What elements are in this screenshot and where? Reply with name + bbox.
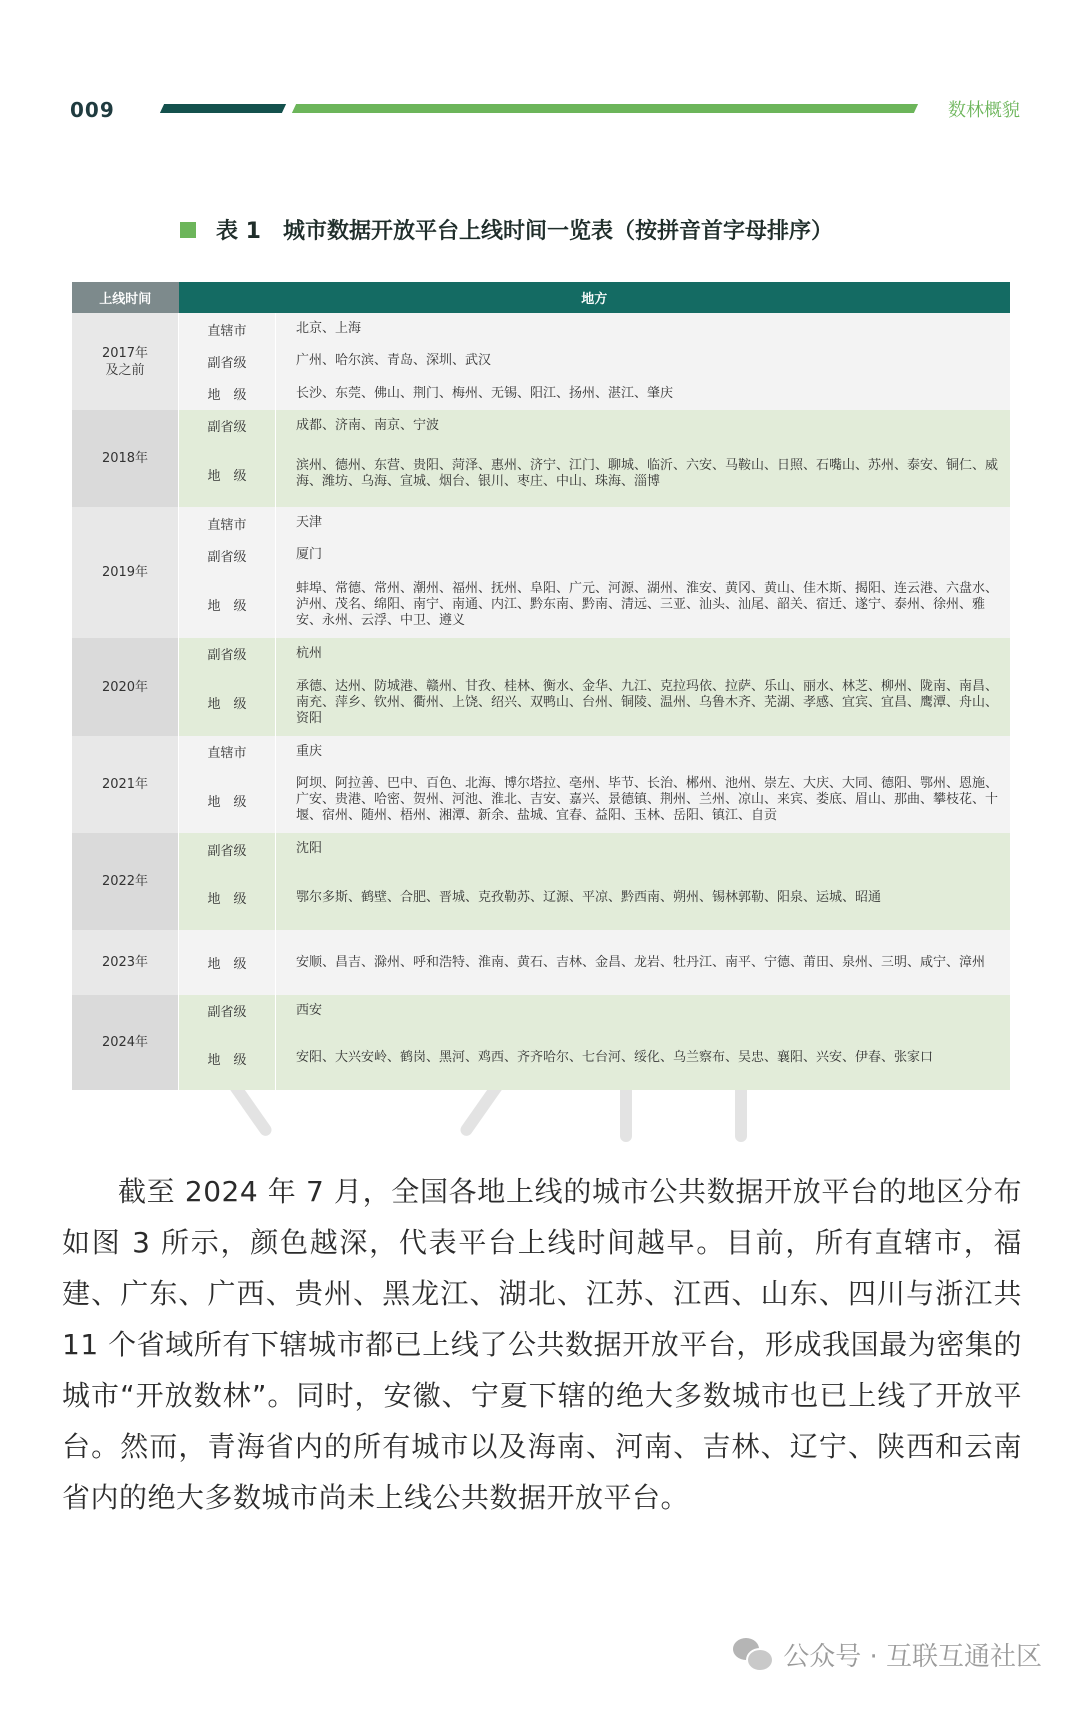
cities-cell: 杭州: [276, 638, 1011, 669]
level-cell: 副省级: [179, 345, 276, 377]
level-cell: 地 级: [179, 669, 276, 736]
level-cell: 直辖市: [179, 507, 276, 539]
level-cell: 地 级: [179, 1026, 276, 1090]
wechat-icon: [733, 1638, 773, 1672]
cities-cell: 成都、济南、南京、宁波: [276, 410, 1011, 441]
level-cell: 副省级: [179, 995, 276, 1026]
level-cell: 直辖市: [179, 736, 276, 767]
cities-cell: 重庆: [276, 736, 1011, 767]
cities-cell: 安顺、昌吉、滁州、呼和浩特、淮南、黄石、吉林、金昌、龙岩、牡丹江、南平、宁德、莆田、泉州、三明、咸宁、漳州: [276, 930, 1011, 995]
table-title: [180, 214, 833, 245]
header-time: 上线时间: [72, 282, 179, 313]
footer-source: [733, 1636, 1042, 1673]
table-row: [72, 377, 1010, 410]
table-row: [72, 345, 1010, 377]
cities-cell: 安阳、大兴安岭、鹤岗、黑河、鸡西、齐齐哈尔、七台河、绥化、乌兰察布、吴忠、襄阳、兴安、伊春、张家口: [276, 1026, 1011, 1090]
level-cell: 地 级: [179, 441, 276, 507]
table-row: [72, 833, 1010, 865]
cities-cell: 沈阳: [276, 833, 1011, 865]
level-cell: 地 级: [179, 571, 276, 638]
level-cell: 副省级: [179, 638, 276, 669]
header-bar-green: [292, 104, 918, 113]
level-cell: 直辖市: [179, 313, 276, 345]
table-title-text: 城市数据开放平台上线时间一览表（按拼音首字母排序）: [282, 219, 833, 244]
year-cell: 2023年: [72, 930, 179, 995]
page-number: 009: [70, 98, 115, 122]
table-row: [72, 736, 1010, 767]
table-row: [72, 410, 1010, 441]
year-cell: 2021年: [72, 736, 179, 833]
header-bar-dark: [160, 104, 286, 113]
level-cell: 地 级: [179, 930, 276, 995]
table-row: [72, 638, 1010, 669]
data-table: [72, 282, 1010, 1090]
level-cell: 地 级: [179, 767, 276, 833]
cities-cell: 天津: [276, 507, 1011, 539]
cities-cell: 阿坝、阿拉善、巴中、百色、北海、博尔塔拉、亳州、毕节、长治、郴州、池州、崇左、大庆、大同、德阳、鄂州、恩施、广安、贵港、哈密、贺州、河池、淮北、吉安、嘉兴、景德镇、荆州、兰州、凉山、来宾、娄底、眉山、那曲、攀枝花、十堰、宿州、随州、梧州、湘潭、新余、盐城、宜春、益阳、玉林、岳阳、镇江、自贡: [276, 767, 1011, 833]
table-row: [72, 865, 1010, 930]
table-row: [72, 507, 1010, 539]
year-text: 2017年: [101, 345, 149, 361]
cities-cell: 蚌埠、常德、常州、潮州、福州、抚州、阜阳、广元、河源、湖州、淮安、黄冈、黄山、佳木斯、揭阳、连云港、六盘水、泸州、茂名、绵阳、南宁、南通、内江、黔东南、黔南、清远、三亚、汕头、汕尾、韶关、宿迁、遂宁、泰州、徐州、雅安、永州、云浮、中卫、遵义: [276, 571, 1011, 638]
level-cell: 副省级: [179, 539, 276, 571]
table-row: [72, 441, 1010, 507]
table-row: [72, 313, 1010, 345]
table-header-row: [72, 282, 1010, 313]
table-row: [72, 669, 1010, 736]
cities-cell: 承德、达州、防城港、赣州、甘孜、桂林、衡水、金华、九江、克拉玛依、拉萨、乐山、丽水、林芝、柳州、陇南、南昌、南充、萍乡、钦州、衢州、上饶、绍兴、双鸭山、台州、铜陵、温州、乌鲁木齐、芜湖、孝感、宜宾、宜昌、鹰潭、舟山、资阳: [276, 669, 1011, 736]
table-row: [72, 930, 1010, 995]
cities-cell: 北京、上海: [276, 313, 1011, 345]
year-cell: 2022年: [72, 833, 179, 930]
year-text: 及之前: [105, 362, 145, 378]
year-cell: 2019年: [72, 507, 179, 638]
table-label: 表 1: [216, 219, 261, 244]
year-cell: 2018年: [72, 410, 179, 507]
cities-cell: 广州、哈尔滨、青岛、深圳、武汉: [276, 345, 1011, 377]
table-row: [72, 539, 1010, 571]
cities-cell: 长沙、东莞、佛山、荆门、梅州、无锡、阳江、扬州、湛江、肇庆: [276, 377, 1011, 410]
footer-source-text: 公众号 · 互联互通社区: [783, 1642, 1042, 1672]
cities-cell: 鄂尔多斯、鹤壁、合肥、晋城、克孜勒苏、辽源、平凉、黔西南、朔州、锡林郭勒、阳泉、运城、昭通: [276, 865, 1011, 930]
year-cell: 2024年: [72, 995, 179, 1090]
section-name: 数林概貌: [948, 100, 1020, 121]
table-row: [72, 1026, 1010, 1090]
year-cell: [72, 313, 179, 410]
table-row: [72, 767, 1010, 833]
level-cell: 地 级: [179, 377, 276, 410]
level-cell: 副省级: [179, 410, 276, 441]
level-cell: 地 级: [179, 865, 276, 930]
cities-cell: 西安: [276, 995, 1011, 1026]
table-row: [72, 995, 1010, 1026]
body-paragraph: 截至 2024 年 7 月，全国各地上线的城市公共数据开放平台的地区分布如图 3 所示，颜色越深，代表平台上线时间越早。目前，所有直辖市，福建、广东、广西、贵州、黑龙江、湖北、江苏、江西、山东、四川与浙江共 11 个省域所有下辖城市都已上线了公共数据开放平台，形成我国最为密集的城市“开放数林”。同时，安徽、宁夏下辖的绝大多数城市也已上线了开放平台。然而，青海省内的所有城市以及海南、河南、吉林、辽宁、陕西和云南省内的绝大多数城市尚未上线公共数据开放平台。: [62, 1175, 1022, 1514]
cities-cell: 滨州、德州、东营、贵阳、菏泽、惠州、济宁、江门、聊城、临沂、六安、马鞍山、日照、石嘴山、苏州、泰安、铜仁、威海、潍坊、乌海、宣城、烟台、银川、枣庄、中山、珠海、淄博: [276, 441, 1011, 507]
cities-cell: 厦门: [276, 539, 1011, 571]
title-square-icon: [180, 222, 196, 238]
level-cell: 副省级: [179, 833, 276, 865]
year-cell: 2020年: [72, 638, 179, 736]
header-place: 地方: [179, 282, 1011, 313]
table-row: [72, 571, 1010, 638]
